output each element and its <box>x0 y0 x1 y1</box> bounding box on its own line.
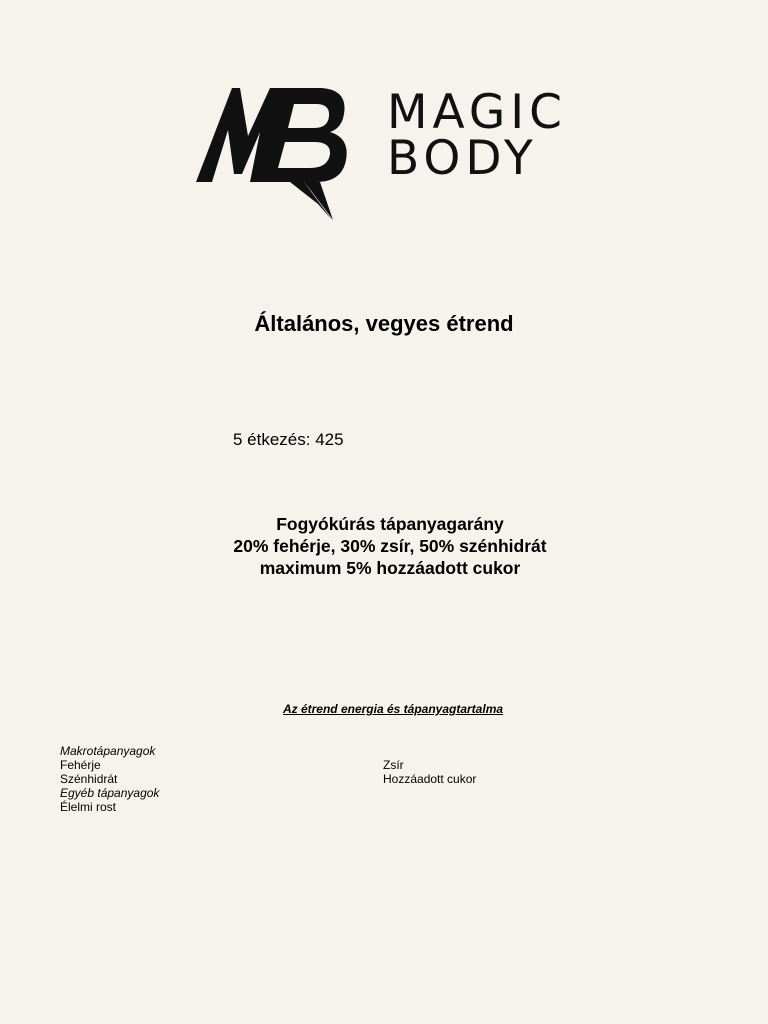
mb-monogram-icon <box>192 84 357 224</box>
page-title: Általános, vegyes étrend <box>254 311 514 336</box>
logo-line-magic: MAGIC <box>387 85 567 140</box>
content-section-title: Az étrend energia és tápanyagtartalma <box>282 702 504 716</box>
protein-label: Fehérje <box>60 758 101 772</box>
fiber-label: Élelmi rost <box>60 800 117 814</box>
ratio-split: 20% fehérje, 30% zsír, 50% szénhidrát <box>233 536 547 556</box>
carbs-label: Szénhidrát <box>60 772 118 786</box>
other-nutrients-heading: Egyéb tápanyagok <box>60 786 160 800</box>
logo-line-body: BODY <box>387 131 538 186</box>
added-sugar-label: Hozzáadott cukor <box>383 772 477 786</box>
ratio-heading: Fogyókúrás tápanyagarány <box>276 514 504 534</box>
fat-label: Zsír <box>383 758 404 772</box>
nutrient-ratio-block <box>0 513 768 579</box>
meals-count: 5 étkezés: 425 <box>233 430 344 449</box>
magic-body-logo <box>192 84 602 224</box>
macro-heading: Makrotápanyagok <box>60 744 156 758</box>
logo-wordmark <box>387 85 567 186</box>
nutrients-left-column <box>60 744 159 814</box>
ratio-sugar: maximum 5% hozzáadott cukor <box>259 558 521 578</box>
nutrients-right-column <box>383 758 476 786</box>
